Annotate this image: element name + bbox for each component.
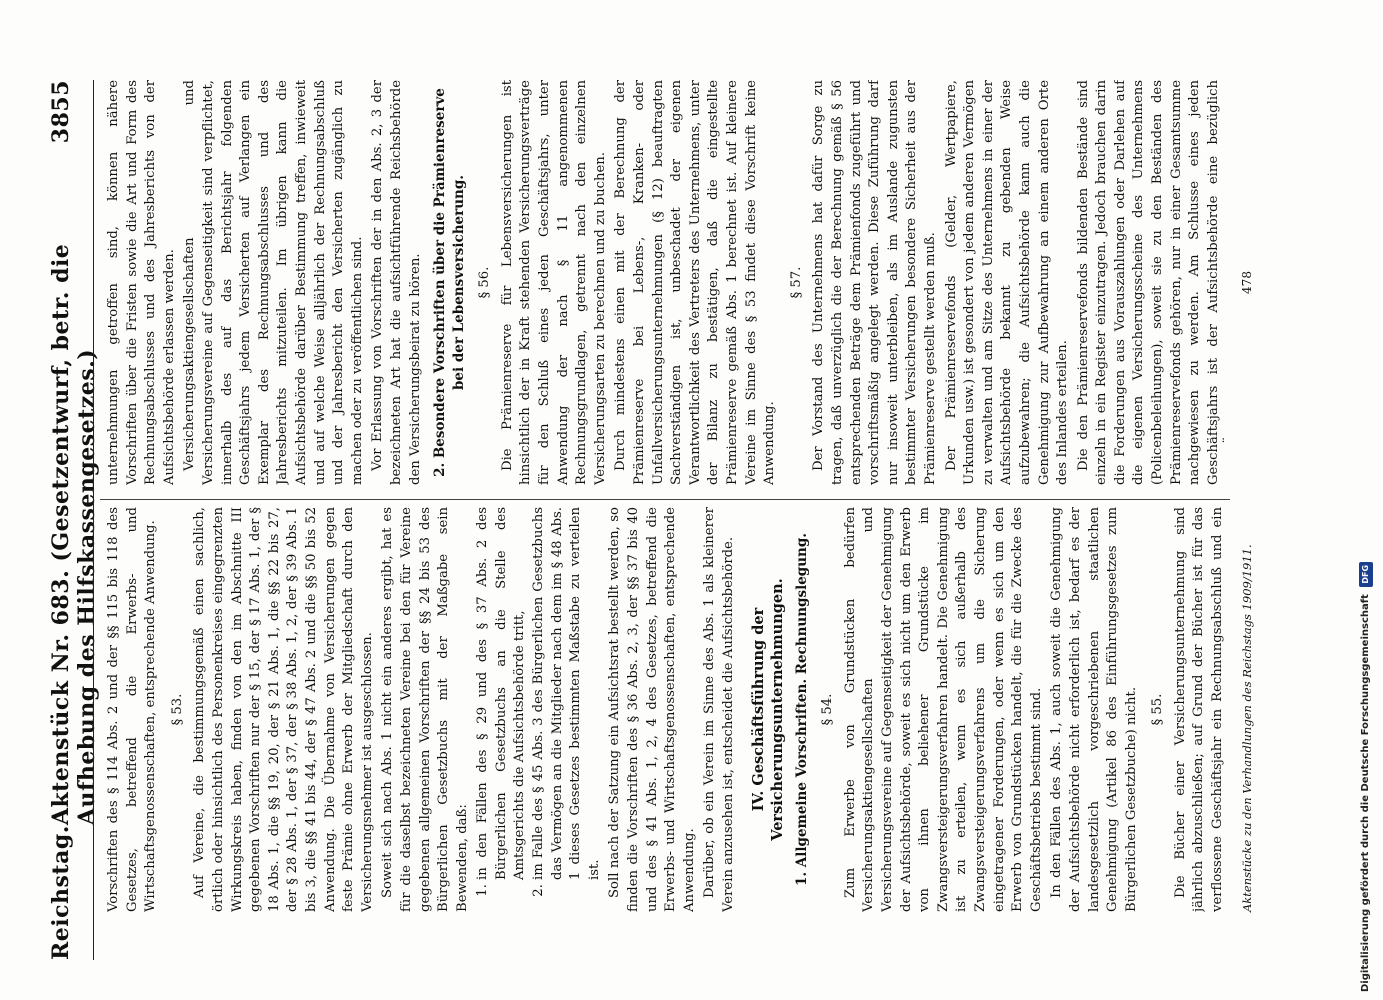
footer-page-number: 478 — [1240, 271, 1254, 294]
paragraph: Vorschriften des § 114 Abs. 2 und der §§ 115 bis 118 des Gesetzes, betreffend die Erwerbs- und Wirtschaftsgenossenschaften, entsprechende Anwendung. — [106, 507, 159, 912]
digitization-credit — [1359, 8, 1373, 992]
left-column — [105, 507, 1225, 912]
paragraph: Die den Prämienreservefonds bildenden Bestände sind einzeln in ein Register einzutragen. Jedoch brauchen darin die Forderungen aus Vorauszahlungen oder Darlehen auf die eigenen Versicherungsscheine des Unternehmens (Policenbeleihungen), soweit sie zu den Beständen des Prämienreservefonds gehören, nur in einer Gesamtsumme nachgewiesen zu werden. Am Schlusse eines jeden Geschäftsjahrs ist der Aufsichtsbehörde eine bezüglich — [1075, 80, 1221, 485]
credit-text: Digitalisierung gefördert durch die Deutsche Forschungsgemeinschaft — [1360, 594, 1371, 992]
credit-line — [1359, 32, 1373, 992]
list-item: 2. im Falle des § 45 Abs. 3 des Bürgerlichen Gesetzbuchs das Vermögen an die Mitglieder nach dem im § 48 Abs. 1 dieses Gesetzes bestimmten Maßstabe zu verteilen ist. — [530, 507, 604, 880]
page-header — [48, 80, 100, 960]
paragraph: Versicherungsaktiengesellschaften und Versicherungsvereine auf Gegenseitigkeit sind verpflichtet, innerhalb des auf das Berichtsjahr folgenden Geschäftsjahrs jedem Versicherten auf Verlangen ein Exemplar des Rechnungsabschlusses und des Jahresberichts mitzuteilen. Im übrigen kann die Aufsichtsbehörde darüber Bestimmung treffen, inwieweit und auf welche Weise alljährlich der Rechnungsabschluß und der Jahresbericht den Versicherten zugänglich zu machen oder zu veröffentlichen sind. — [182, 80, 365, 485]
header-rule — [93, 80, 94, 960]
paragraph: Der Prämienreservefonds (Gelder, Wertpapiere, Urkunden usw.) ist gesondert von jedem anderen Vermögen zu verwalten und am Sitze des Unternehmens in einer der Aufsichtsbehörde bekannt zu gebenden Weise aufzubewahren; die Aufsichtsbehörde kann auch die Genehmigung zur Aufbewahrung an einem anderen Orte des Inlandes erteilen. — [943, 80, 1071, 485]
page-number: 3855 — [48, 80, 74, 144]
chapter-heading: IV. Geschäftsführung der Versicherungsunternehmungen. — [749, 578, 786, 841]
paragraph: Soweit sich nach Abs. 1 nicht ein anderes ergibt, hat es für die daselbst bezeichneten Vereine bei den für Vereine gegebenen allgemeinen Vorschriften der §§ 24 bis 53 des Bürgerlichen Gesetzbuchs mit der Maßgabe sein Bewenden, daß: — [380, 507, 470, 912]
right-column — [105, 80, 1225, 485]
paragraph: Durch mindestens einen mit der Berechnung der Prämienreserve bei Lebens-, Kranken- oder Unfallversicherungsunternehmungen (§ 12) beauftragten Sachverständigen ist, unbeschadet der eigenen Verantwortlichkeit des Vertreters des Unternehmens, unter der Bilanz zu bestätigen, daß die eingestellte Prämienreserve gemäß Abs. 1 berechnet ist. Auf kleinere Vereine im Sinne des § 53 findet diese Vorschrift keine Anwendung. — [613, 80, 778, 485]
header-title: Aktenstück Nr. 683. (Gesetzentwurf, betr. die Aufhebung des Hilfskassengesetzes.) — [48, 243, 100, 826]
list-item: 1. in den Fällen des § 29 und des § 37 Abs. 2 des Bürgerlichen Gesetzbuchs an die Stelle des Amtsgerichts die Aufsichtsbehörde tritt, — [474, 507, 530, 880]
section-number: § 57. — [788, 266, 804, 299]
subsection-heading: 1. Allgemeine Vorschriften. Rechnungslegung. — [793, 533, 810, 886]
section-number: § 56. — [477, 266, 493, 299]
header-left: Reichstag. — [48, 825, 74, 960]
paragraph: Der Vorstand des Unternehmens hat dafür Sorge zu tragen, daß unverzüglich die der Berechnung gemäß § 56 entsprechenden Beträge dem Prämienfonds zugeführt und vorschriftsmäßig angelegt werden. Diese Zuführung darf nur insoweit unterbleiben, als im Auslande zugunsten bestimmter Versicherungen besondere Sicherheit aus der Prämienreserve gestellt werden muß. — [811, 80, 938, 485]
numbered-list — [474, 507, 604, 894]
paragraph: unternehmungen getroffen sind, können nähere Vorschriften über die Fristen sowie die Art und Form des Rechnungsabschlusses und des Jahresberichts von der Aufsichtsbehörde erlassen werden. — [106, 80, 177, 485]
paragraph: Zum Erwerbe von Grundstücken bedürfen Versicherungsaktiengesellschaften und Versicherungsvereine auf Gegenseitigkeit der Genehmigung der Aufsichtsbehörde, soweit es sich nicht um den Erwerb von ihnen beliehener Grundstücke im Zwangsversteigerungsverfahren handelt. Die Genehmigung ist zu erteilen, wenn es sich außerhalb des Zwangsversteigerungsverfahrens um die Sicherung eingetragener Forderungen, oder wenn es sich um den Erwerb von Grundstücken handelt, die für die Zwecke des Geschäftsbetriebs bestimmt sind. — [842, 507, 1044, 912]
section-number: § 54. — [820, 693, 836, 726]
subsection-heading: 2. Besondere Vorschriften über die Prämienreserve bei der Lebensversicherung. — [432, 88, 467, 477]
paragraph: Auf Vereine, die bestimmungsgemäß einen sachlich, örtlich oder hinsichtlich des Personenkreises eingegrenzten Wirkungskreis haben, finden von den im Abschnitte III gegebenen Vorschriften nur der § 15, der § 17 Abs. 1, der § 18 Abs. 1, die §§ 19, 20, der § 21 Abs. 1, die §§ 22 bis 27, der § 28 Abs. 1, der § 37, der § 38 Abs. 1, 2, der § 39 Abs. 1 bis 3, die §§ 41 bis 44, der § 47 Abs. 2 und die §§ 50 bis 52 Anwendung. Die Übernahme von Versicherungen gegen feste Prämie ohne Erwerb der Mitgliedschaft durch den Versicherungsnehmer ist ausgeschlossen. — [192, 507, 375, 912]
paragraph: Die Bücher einer Versicherungsunternehmung sind jährlich abzuschließen; auf Grund der Bücher ist für das verflossene Geschäftsjahr ein Rechnungsabschluß und ein — [1172, 507, 1225, 912]
paragraph: In den Fällen des Abs. 1, auch soweit die Genehmigung der Aufsichtsbehörde nicht erforderlich ist, bedarf es der landesgesetzlich vorgeschriebenen staatlichen Genehmigung (Artikel 86 des Einführungsgesetzes zum Bürgerlichen Gesetzbuche) nicht. — [1049, 507, 1139, 912]
column-divider — [100, 499, 1230, 500]
paragraph: Die Prämienreserve für Lebensversicherungen ist hinsichtlich der in Kraft stehenden Versicherungsverträge für den Schluß eines jeden Geschäftsjahrs, unter Anwendung der nach § 11 angenommenen Rechnungsgrundlagen, getrennt nach den einzelnen Versicherungsarten zu berechnen und zu buchen. — [499, 80, 608, 485]
paragraph: Darüber, ob ein Verein im Sinne des Abs. 1 als kleinerer Verein anzusehen ist, entscheidet die Aufsichtsbehörde. — [702, 507, 736, 912]
section-number: § 55. — [1150, 693, 1166, 726]
paragraph: Vor Erlassung von Vorschriften der in den Abs. 2, 3 der bezeichneten Art hat die aufsichtführende Reichsbehörde den Versicherungsbeirat zu hören. — [370, 80, 423, 485]
section-number: § 53. — [169, 693, 185, 726]
paragraph: Soll nach der Satzung ein Aufsichtsrat bestellt werden, so finden die Vorschriften des § 36 Abs. 2, 3, der §§ 37 bis 40 und des § 41 Abs. 1, 2, 4 des Gesetzes, betreffend die Erwerbs- und Wirtschaftsgenossenschaften, entsprechende Anwendung. — [607, 507, 697, 912]
footer-source: Aktenstücke zu den Verhandlungen des Reichstags 1909/1911. — [1240, 544, 1254, 912]
dfg-logo: DFG — [1359, 562, 1373, 587]
